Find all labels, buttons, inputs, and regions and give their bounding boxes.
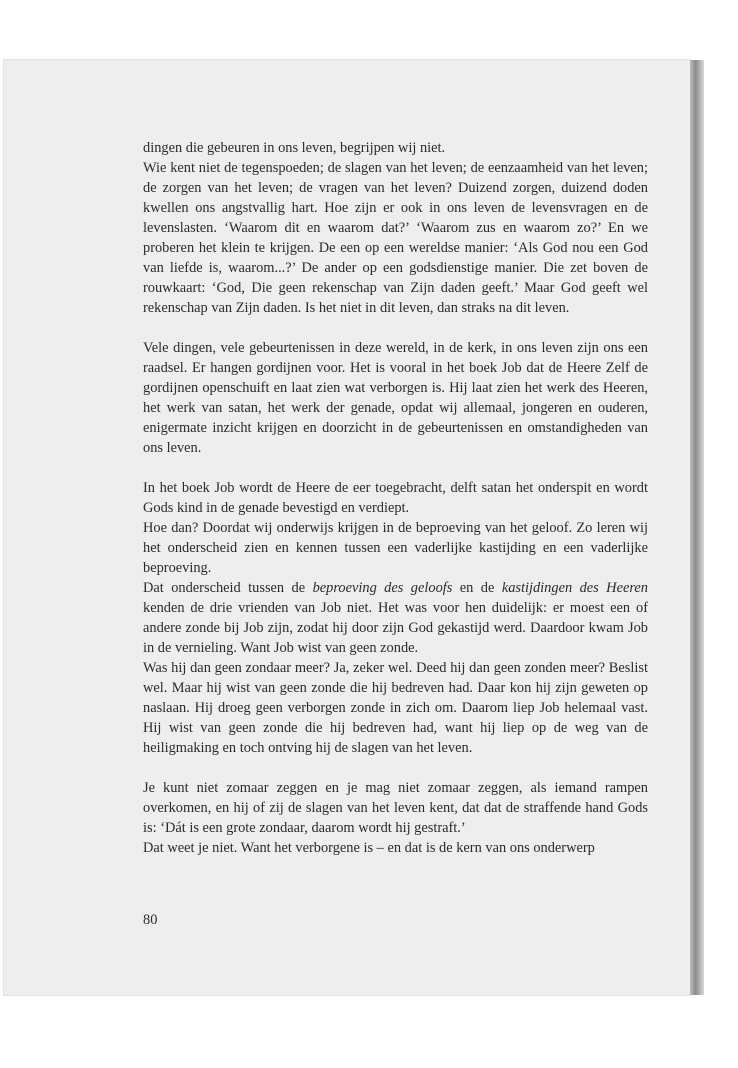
page-number: 80 bbox=[143, 912, 158, 928]
body-text bbox=[143, 138, 648, 858]
paragraph-gap bbox=[143, 458, 648, 478]
text-run: Dat onderscheid tussen de bbox=[143, 580, 313, 596]
paragraph-gap bbox=[143, 758, 648, 778]
paragraph: Je kunt niet zomaar zeggen en je mag niet zomaar zeggen, als iemand rampen overkomen, en hij of zij de slagen van het leven kent, dat dat de straffende hand Gods is: ‘Dát is een grote zondaar, daarom wordt hij gestraft.’ bbox=[143, 780, 648, 836]
text-run: en de bbox=[452, 580, 502, 596]
book-spine bbox=[690, 60, 704, 995]
italic-term: kastijdingen des Heeren bbox=[501, 580, 648, 596]
paragraph: Vele dingen, vele gebeurtenissen in deze wereld, in de kerk, in ons leven zijn ons een raadsel. Er hangen gordijnen voor. Het is vooral in het boek Job dat de Heere Zelf de gordijnen openschuift en laat zien wat verborgen is. Hij laat zien het werk des Heeren, het werk van satan, het werk der genade, opdat wij allemaal, jongeren en ouderen, enigermate inzicht krijgen en doorzicht in de gebeurtenissen en omstandigheden van ons leven. bbox=[143, 340, 648, 456]
paragraph-gap bbox=[143, 318, 648, 338]
paragraph: Hoe dan? Doordat wij onderwijs krijgen in de beproeving van het geloof. Zo leren wij het onderscheid zien en kennen tussen een vaderlijke kastijding en een vaderlijke beproeving. bbox=[143, 520, 648, 576]
italic-term: beproeving des geloofs bbox=[312, 580, 453, 596]
paragraph: Was hij dan geen zondaar meer? Ja, zeker wel. Deed hij dan geen zonden meer? Beslist wel. Maar hij wist van geen zonde die hij bedreven had. Daar kon hij zijn geweten op naslaan. Hij droeg geen verborgen zonde in zich om. Daarom liep Job helemaal vast. Hij wist van geen zonde die hij bedreven had, want hij liep op de weg van de heiligmaking en toch ontving hij de slagen van het leven. bbox=[143, 660, 648, 756]
paragraph: Wie kent niet de tegenspoeden; de slagen van het leven; de eenzaamheid van het leven; de zorgen van het leven; de vragen van het leven? Duizend zorgen, duizend doden kwellen ons angstvallig hart. Hoe zijn er ook in ons leven de levensvragen en de levenslasten. ‘Waarom dit en waarom dat?’ ‘Waarom zus en waarom zo?’ En we proberen het klein te krijgen. De een op een wereldse manier: ‘Als God nou een God van liefde is, waarom...?’ De ander op een godsdienstige manier. Die zet boven de rouwkaart: ‘God, Die geen rekenschap van Zijn daden geeft.’ Maar God geeft wel rekenschap van Zijn daden. Is het niet in dit leven, dan straks na dit leven. bbox=[143, 160, 648, 316]
paragraph: Dat weet je niet. Want het verborgene is – en dat is de kern van ons onderwerp bbox=[143, 840, 595, 856]
paragraph: dingen die gebeuren in ons leven, begrijpen wij niet. bbox=[143, 140, 446, 156]
text-run: kenden de drie vrienden van Job niet. Het was voor hen duidelijk: er moest een of andere zonde bij Job zijn, zodat hij door zijn God gekastijd werd. Daardoor kwam Job in de vernieling. Want Job wist van geen zonde. bbox=[143, 600, 648, 656]
paragraph bbox=[143, 578, 648, 658]
paragraph: In het boek Job wordt de Heere de eer toegebracht, delft satan het onderspit en wordt Gods kind in de genade bevestigd en verdiept. bbox=[143, 480, 648, 516]
